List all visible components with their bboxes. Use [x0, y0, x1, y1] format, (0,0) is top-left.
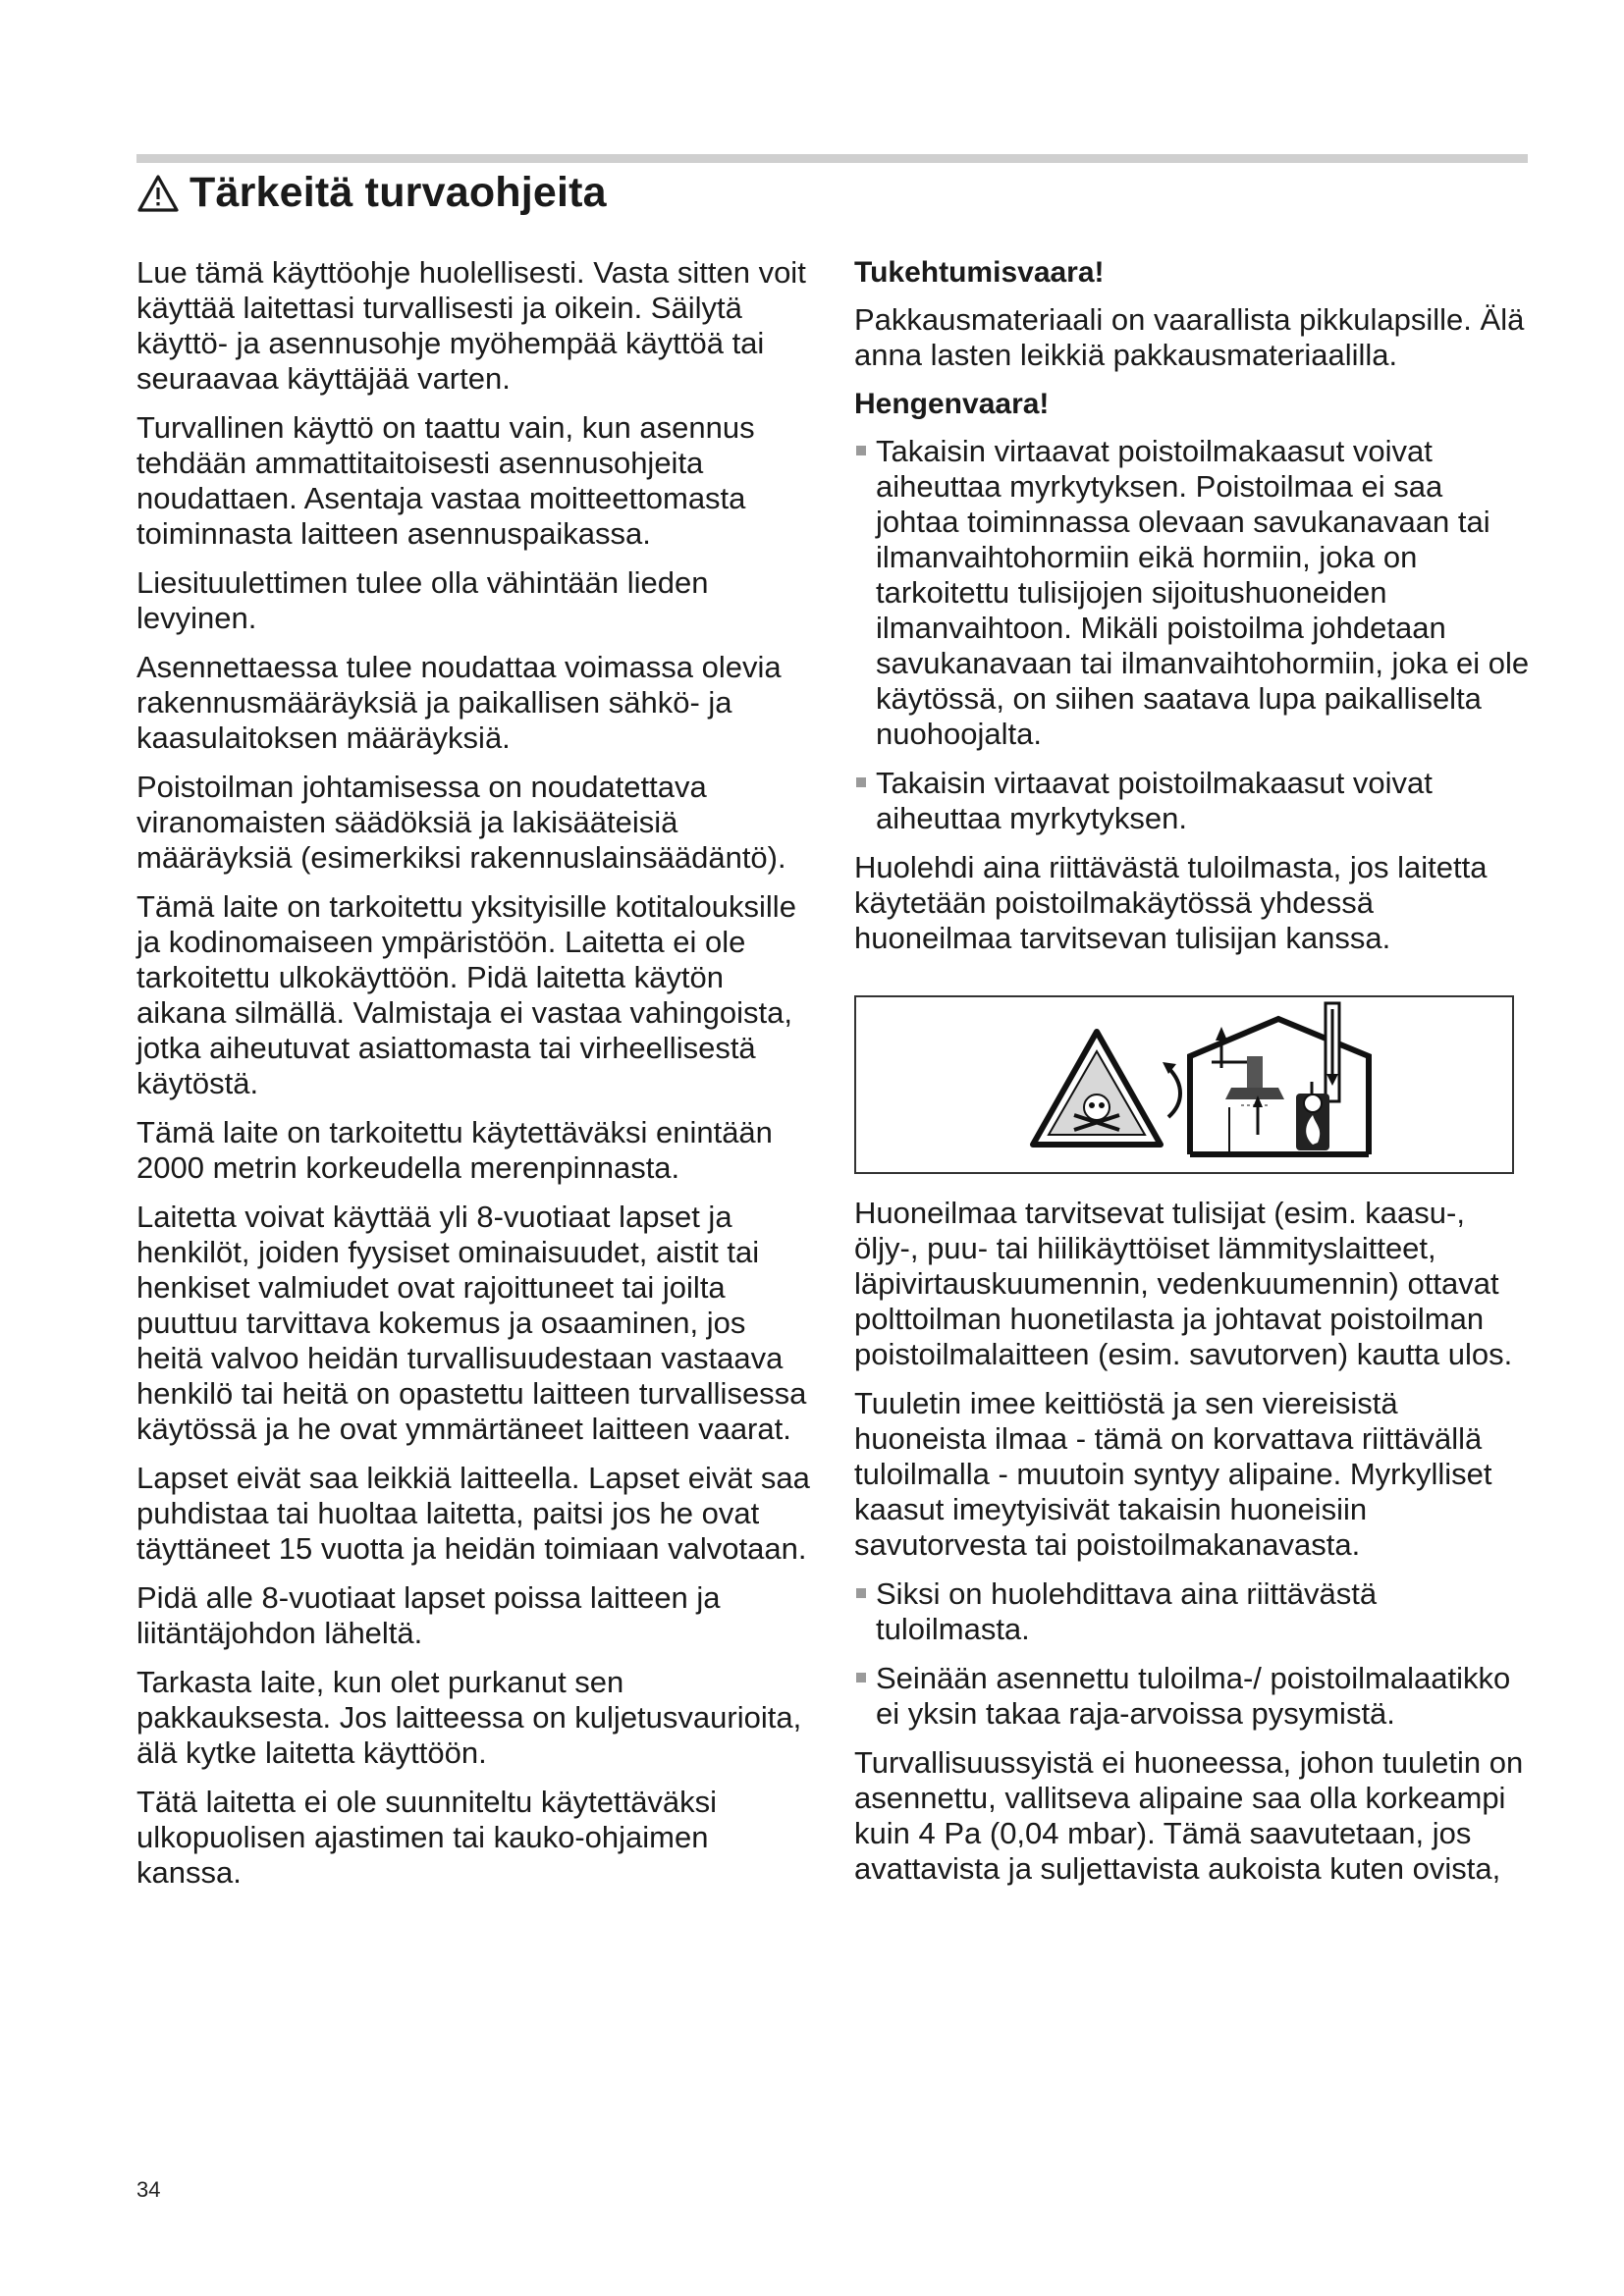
paragraph: Huolehdi aina riittävästä tuloilmasta, jos laitetta käytetään poistoilmakäytössä yhdessä huoneilmaa tarvitsevan tulisijan kanssa. — [854, 850, 1488, 955]
poison-gas-backflow-diagram — [856, 997, 1512, 1172]
bullet-square-icon — [856, 777, 866, 787]
hazard-illustration — [854, 995, 1514, 1174]
paragraph: Pidä alle 8-vuotiaat lapset poissa laitteen ja liitäntäjohdon läheltä. — [136, 1580, 721, 1650]
section-heading — [136, 169, 607, 217]
left-column — [136, 255, 814, 1904]
paragraph: Tämä laite on tarkoitettu yksityisille kotitalouksille ja kodinomaiseen ympäristöön. Laitetta ei ole tarkoitettu ulkokäyttöön. Pidä laitetta käytön aikana silmällä. Valmistaja ei vastaa vahingoista, jotka aiheutuvat asiattomasta tai virheellisestä käytöstä. — [136, 889, 796, 1100]
paragraph: Liesituulettimen tulee olla vähintään lieden levyinen. — [136, 565, 709, 635]
list-item: Takaisin virtaavat poistoilmakaasut voivat aiheuttaa myrkytyksen. Poistoilmaa ei saa johtaa toiminnassa olevaan savukanavaan tai ilmanvaihtohormiin eikä hormiin, joka on tarkoitettu tulisijojen sijoitushuoneiden ilmanvaihtoon. Mikäli poistoilma johdetaan savukanavaan tai ilmanvaihtohormiin, joka ei ole käytössä, on siihen saatava lupa paikalliselta nuohoojalta. — [854, 434, 1532, 752]
suffocation-heading: Tukehtumisvaara! — [854, 256, 1105, 289]
paragraph: Lue tämä käyttöohje huolellisesti. Vasta sitten voit käyttää laitettasi turvallisesti ja oikein. Säilytä käyttö- ja asennusohje myöhempää käyttöä tai seuraavaa käyttäjää varten. — [136, 255, 806, 396]
paragraph: Tarkasta laite, kun olet purkanut sen pakkauksesta. Jos laitteessa on kuljetusvaurioita, älä kytke laitetta käyttöön. — [136, 1665, 802, 1770]
right-column — [854, 255, 1532, 1900]
bullet-square-icon — [856, 1673, 866, 1682]
danger-heading: Hengenvaara! — [854, 388, 1050, 420]
warning-triangle-icon — [136, 174, 180, 213]
paragraph: Laitetta voivat käyttää yli 8-vuotiaat lapset ja henkilöt, joiden fyysiset ominaisuudet, aistit tai henkiset valmiudet ovat rajoittuneet tai joilta puuttuu tarvittava kokemus ja osaaminen, jos heitä valvoo heidän turvallisuudestaan vastaava henkilö tai heitä on opastettu laitteen turvallisessa käytössä ja he ovat ymmärtäneet laitteen vaarat. — [136, 1200, 807, 1446]
paragraph: Turvallisuussyistä ei huoneessa, johon tuuletin on asennettu, vallitseva alipaine saa olla korkeampi kuin 4 Pa (0,04 mbar). Tämä saavutetaan, jos avattavista ja suljettavista aukoista kuten ovista, — [854, 1745, 1524, 1886]
list-item: Siksi on huolehdittava aina riittävästä tuloilmasta. — [854, 1576, 1532, 1647]
top-rule — [136, 154, 1528, 163]
paragraph: Tätä laitetta ei ole suunniteltu käytettäväksi ulkopuolisen ajastimen tai kauko-ohjaimen kanssa. — [136, 1785, 718, 1890]
page-title: Tärkeitä turvaohjeita — [189, 169, 607, 216]
paragraph: Lapset eivät saa leikkiä laitteella. Lapset eivät saa puhdistaa tai huoltaa laitetta, paitsi jos he ovat täyttäneet 15 vuotta ja heidän toimiaan valvotaan. — [136, 1461, 810, 1566]
paragraph: Tämä laite on tarkoitettu käytettäväksi enintään 2000 metrin korkeudella merenpinnasta. — [136, 1115, 773, 1185]
paragraph: Turvallinen käyttö on taattu vain, kun asennus tehdään ammattitaitoisesti asennusohjeita noudattaen. Asentaja vastaa moitteettomasta toiminnasta laitteen asennuspaikassa. — [136, 410, 755, 551]
paragraph: Pakkausmateriaali on vaarallista pikkulapsille. Älä anna lasten leikkiä pakkausmateriaalilla. — [854, 302, 1525, 372]
page-number: 34 — [136, 2177, 161, 2202]
paragraph: Tuuletin imee keittiöstä ja sen viereisistä huoneista ilmaa - tämä on korvattava riittävällä tuloilmalla - muutoin syntyy alipaine. Myrkylliset kaasut imeytyisivät takaisin huoneisiin savutorvesta tai poistoilmakanavasta. — [854, 1386, 1492, 1562]
bullet-square-icon — [856, 446, 866, 455]
paragraph: Poistoilman johtamisessa on noudatettava viranomaisten säädöksiä ja lakisääteisiä määräyksiä (esimerkiksi rakennuslainsäädäntö). — [136, 770, 786, 875]
bullet-square-icon — [856, 1588, 866, 1598]
paragraph: Huoneilmaa tarvitsevat tulisijat (esim. kaasu-, öljy-, puu- tai hiilikäyttöiset lämmityslaitteet, läpivirtauskuumennin, vedenkuumennin) ottavat polttoilman huonetilasta ja johtavat poistoilman poistoilmalaitteen (esim. savutorven) kautta ulos. — [854, 1196, 1513, 1371]
list-item: Takaisin virtaavat poistoilmakaasut voivat aiheuttaa myrkytyksen. — [854, 766, 1532, 836]
paragraph: Asennettaessa tulee noudattaa voimassa olevia rakennusmääräyksiä ja paikallisen sähkö- ja kaasulaitoksen määräyksiä. — [136, 650, 782, 755]
list-item: Seinään asennettu tuloilma-/ poistoilmalaatikko ei yksin takaa raja-arvoissa pysymistä. — [854, 1661, 1532, 1732]
